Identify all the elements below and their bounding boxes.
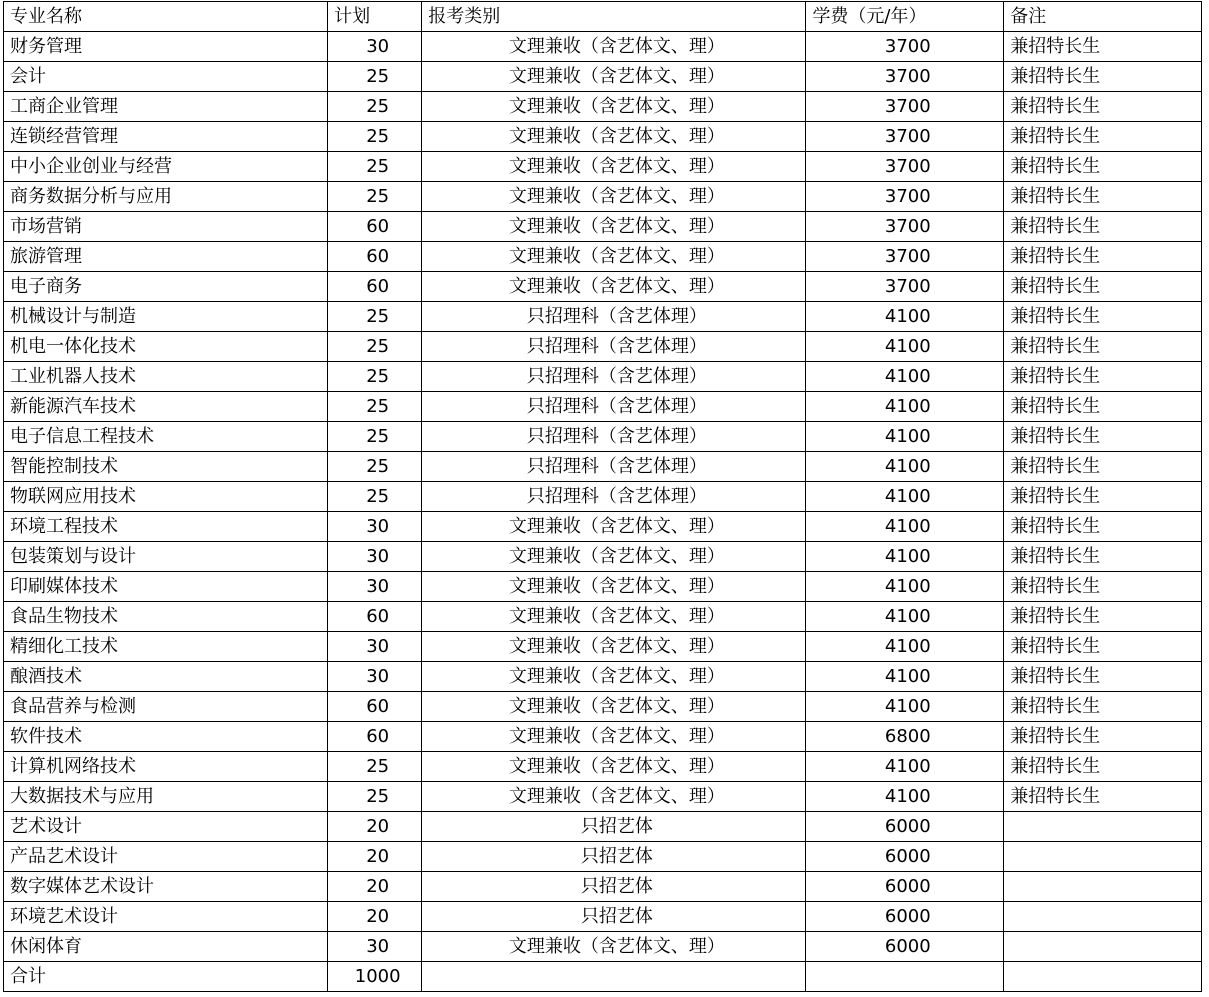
cell-plan: 25: [328, 422, 422, 452]
cell-major-name: 旅游管理: [4, 242, 328, 272]
cell-major-name: 电子商务: [4, 272, 328, 302]
cell-note: 兼招特长生: [1004, 482, 1202, 512]
cell-major-name: 环境艺术设计: [4, 902, 328, 932]
cell-plan: 60: [328, 212, 422, 242]
cell-plan: 20: [328, 902, 422, 932]
cell-note: 兼招特长生: [1004, 782, 1202, 812]
cell-category: 文理兼收（含艺体文、理）: [422, 272, 806, 302]
cell-major-name: 工业机器人技术: [4, 362, 328, 392]
cell-category: 只招理科（含艺体理）: [422, 392, 806, 422]
cell-note: 兼招特长生: [1004, 512, 1202, 542]
cell-note: 兼招特长生: [1004, 212, 1202, 242]
cell-note: 兼招特长生: [1004, 722, 1202, 752]
cell-category: 文理兼收（含艺体文、理）: [422, 512, 806, 542]
cell-plan: 25: [328, 782, 422, 812]
cell-plan: 25: [328, 62, 422, 92]
table-row: [4, 212, 1202, 242]
cell-plan: 30: [328, 32, 422, 62]
table-row: [4, 662, 1202, 692]
cell-major-name: 艺术设计: [4, 812, 328, 842]
table-row: [4, 482, 1202, 512]
cell-major-name: 市场营销: [4, 212, 328, 242]
total-note: [1004, 962, 1202, 992]
total-label: 合计: [4, 962, 328, 992]
cell-plan: 30: [328, 662, 422, 692]
header-category: 报考类别: [422, 2, 806, 32]
cell-note: 兼招特长生: [1004, 602, 1202, 632]
cell-plan: 60: [328, 722, 422, 752]
cell-plan: 25: [328, 302, 422, 332]
table-row: [4, 602, 1202, 632]
cell-category: 只招理科（含艺体理）: [422, 302, 806, 332]
cell-tuition: 3700: [806, 32, 1004, 62]
table-row: [4, 872, 1202, 902]
cell-tuition: 4100: [806, 392, 1004, 422]
cell-plan: 20: [328, 812, 422, 842]
cell-plan: 60: [328, 602, 422, 632]
cell-category: 只招理科（含艺体理）: [422, 422, 806, 452]
cell-category: 文理兼收（含艺体文、理）: [422, 932, 806, 962]
cell-tuition: 3700: [806, 62, 1004, 92]
admissions-table: [3, 1, 1202, 992]
cell-major-name: 中小企业创业与经营: [4, 152, 328, 182]
cell-note: 兼招特长生: [1004, 452, 1202, 482]
table-body: [4, 32, 1202, 962]
cell-tuition: 4100: [806, 602, 1004, 632]
cell-tuition: 4100: [806, 452, 1004, 482]
cell-tuition: 4100: [806, 782, 1004, 812]
cell-category: 只招艺体: [422, 842, 806, 872]
cell-tuition: 3700: [806, 122, 1004, 152]
table-row: [4, 692, 1202, 722]
cell-note: 兼招特长生: [1004, 542, 1202, 572]
table-row: [4, 542, 1202, 572]
cell-note: [1004, 932, 1202, 962]
cell-tuition: 4100: [806, 662, 1004, 692]
cell-tuition: 3700: [806, 242, 1004, 272]
header-note: 备注: [1004, 2, 1202, 32]
table-row: [4, 842, 1202, 872]
cell-tuition: 4100: [806, 542, 1004, 572]
table-row: [4, 512, 1202, 542]
cell-major-name: 机电一体化技术: [4, 332, 328, 362]
cell-major-name: 产品艺术设计: [4, 842, 328, 872]
table-row: [4, 92, 1202, 122]
cell-plan: 30: [328, 542, 422, 572]
table-row: [4, 452, 1202, 482]
cell-note: [1004, 872, 1202, 902]
cell-plan: 25: [328, 482, 422, 512]
cell-major-name: 休闲体育: [4, 932, 328, 962]
cell-plan: 30: [328, 632, 422, 662]
cell-tuition: 4100: [806, 632, 1004, 662]
cell-note: [1004, 902, 1202, 932]
cell-category: 只招理科（含艺体理）: [422, 332, 806, 362]
total-row: [4, 962, 1202, 992]
cell-category: 文理兼收（含艺体文、理）: [422, 692, 806, 722]
cell-major-name: 连锁经营管理: [4, 122, 328, 152]
cell-plan: 20: [328, 872, 422, 902]
cell-note: 兼招特长生: [1004, 332, 1202, 362]
cell-major-name: 电子信息工程技术: [4, 422, 328, 452]
cell-note: [1004, 812, 1202, 842]
cell-category: 只招理科（含艺体理）: [422, 482, 806, 512]
cell-tuition: 3700: [806, 182, 1004, 212]
cell-note: 兼招特长生: [1004, 32, 1202, 62]
total-category: [422, 962, 806, 992]
cell-major-name: 会计: [4, 62, 328, 92]
cell-major-name: 新能源汽车技术: [4, 392, 328, 422]
header-major-name: 专业名称: [4, 2, 328, 32]
cell-category: 只招艺体: [422, 902, 806, 932]
cell-plan: 25: [328, 92, 422, 122]
cell-tuition: 6800: [806, 722, 1004, 752]
cell-tuition: 3700: [806, 152, 1004, 182]
cell-note: 兼招特长生: [1004, 122, 1202, 152]
cell-tuition: 4100: [806, 512, 1004, 542]
table-row: [4, 902, 1202, 932]
table-row: [4, 62, 1202, 92]
cell-plan: 25: [328, 152, 422, 182]
cell-note: 兼招特长生: [1004, 662, 1202, 692]
table-row: [4, 812, 1202, 842]
cell-major-name: 财务管理: [4, 32, 328, 62]
cell-tuition: 3700: [806, 92, 1004, 122]
table-row: [4, 752, 1202, 782]
cell-note: 兼招特长生: [1004, 752, 1202, 782]
cell-tuition: 4100: [806, 572, 1004, 602]
cell-tuition: 3700: [806, 272, 1004, 302]
cell-tuition: 6000: [806, 812, 1004, 842]
cell-category: 文理兼收（含艺体文、理）: [422, 722, 806, 752]
table-row: [4, 182, 1202, 212]
cell-tuition: 6000: [806, 902, 1004, 932]
cell-note: 兼招特长生: [1004, 632, 1202, 662]
cell-category: 文理兼收（含艺体文、理）: [422, 92, 806, 122]
cell-note: 兼招特长生: [1004, 302, 1202, 332]
cell-plan: 25: [328, 122, 422, 152]
cell-category: 只招理科（含艺体理）: [422, 362, 806, 392]
cell-category: 文理兼收（含艺体文、理）: [422, 212, 806, 242]
header-tuition: 学费（元/年）: [806, 2, 1004, 32]
cell-plan: 30: [328, 512, 422, 542]
cell-major-name: 机械设计与制造: [4, 302, 328, 332]
cell-plan: 25: [328, 752, 422, 782]
header-plan: 计划: [328, 2, 422, 32]
table-row: [4, 392, 1202, 422]
cell-category: 文理兼收（含艺体文、理）: [422, 32, 806, 62]
cell-major-name: 食品营养与检测: [4, 692, 328, 722]
cell-tuition: 4100: [806, 362, 1004, 392]
table-row: [4, 272, 1202, 302]
cell-note: 兼招特长生: [1004, 62, 1202, 92]
cell-plan: 25: [328, 332, 422, 362]
table-row: [4, 242, 1202, 272]
cell-plan: 30: [328, 932, 422, 962]
table-row: [4, 422, 1202, 452]
cell-note: 兼招特长生: [1004, 92, 1202, 122]
total-plan: 1000: [328, 962, 422, 992]
table-row: [4, 302, 1202, 332]
cell-plan: 25: [328, 452, 422, 482]
cell-note: 兼招特长生: [1004, 362, 1202, 392]
cell-category: 文理兼收（含艺体文、理）: [422, 632, 806, 662]
table-row: [4, 722, 1202, 752]
cell-category: 文理兼收（含艺体文、理）: [422, 152, 806, 182]
cell-major-name: 商务数据分析与应用: [4, 182, 328, 212]
header-row: [4, 2, 1202, 32]
cell-category: 文理兼收（含艺体文、理）: [422, 782, 806, 812]
cell-major-name: 酿酒技术: [4, 662, 328, 692]
total-fee: [806, 962, 1004, 992]
cell-category: 文理兼收（含艺体文、理）: [422, 182, 806, 212]
table-row: [4, 362, 1202, 392]
cell-note: 兼招特长生: [1004, 242, 1202, 272]
cell-category: 文理兼收（含艺体文、理）: [422, 122, 806, 152]
cell-major-name: 工商企业管理: [4, 92, 328, 122]
cell-plan: 60: [328, 242, 422, 272]
table-row: [4, 152, 1202, 182]
cell-major-name: 智能控制技术: [4, 452, 328, 482]
cell-plan: 60: [328, 272, 422, 302]
cell-plan: 25: [328, 392, 422, 422]
cell-category: 只招理科（含艺体理）: [422, 452, 806, 482]
cell-major-name: 数字媒体艺术设计: [4, 872, 328, 902]
cell-major-name: 大数据技术与应用: [4, 782, 328, 812]
cell-category: 文理兼收（含艺体文、理）: [422, 662, 806, 692]
table-row: [4, 32, 1202, 62]
table-row: [4, 122, 1202, 152]
table-row: [4, 782, 1202, 812]
cell-note: 兼招特长生: [1004, 272, 1202, 302]
table-row: [4, 632, 1202, 662]
cell-note: [1004, 842, 1202, 872]
cell-plan: 30: [328, 572, 422, 602]
cell-major-name: 食品生物技术: [4, 602, 328, 632]
cell-tuition: 6000: [806, 932, 1004, 962]
cell-tuition: 4100: [806, 332, 1004, 362]
cell-tuition: 4100: [806, 422, 1004, 452]
cell-category: 文理兼收（含艺体文、理）: [422, 242, 806, 272]
cell-tuition: 4100: [806, 752, 1004, 782]
cell-tuition: 3700: [806, 212, 1004, 242]
cell-note: 兼招特长生: [1004, 392, 1202, 422]
cell-note: 兼招特长生: [1004, 152, 1202, 182]
cell-major-name: 软件技术: [4, 722, 328, 752]
cell-category: 只招艺体: [422, 872, 806, 902]
cell-major-name: 印刷媒体技术: [4, 572, 328, 602]
cell-note: 兼招特长生: [1004, 692, 1202, 722]
cell-category: 文理兼收（含艺体文、理）: [422, 602, 806, 632]
cell-tuition: 4100: [806, 302, 1004, 332]
cell-major-name: 计算机网络技术: [4, 752, 328, 782]
cell-major-name: 包装策划与设计: [4, 542, 328, 572]
cell-major-name: 精细化工技术: [4, 632, 328, 662]
cell-note: 兼招特长生: [1004, 572, 1202, 602]
cell-plan: 25: [328, 362, 422, 392]
cell-category: 只招艺体: [422, 812, 806, 842]
cell-tuition: 4100: [806, 692, 1004, 722]
cell-tuition: 6000: [806, 842, 1004, 872]
cell-category: 文理兼收（含艺体文、理）: [422, 542, 806, 572]
cell-plan: 60: [328, 692, 422, 722]
table-row: [4, 332, 1202, 362]
cell-category: 文理兼收（含艺体文、理）: [422, 752, 806, 782]
cell-plan: 25: [328, 182, 422, 212]
cell-plan: 20: [328, 842, 422, 872]
cell-note: 兼招特长生: [1004, 182, 1202, 212]
cell-note: 兼招特长生: [1004, 422, 1202, 452]
cell-tuition: 6000: [806, 872, 1004, 902]
cell-category: 文理兼收（含艺体文、理）: [422, 572, 806, 602]
cell-major-name: 物联网应用技术: [4, 482, 328, 512]
table-row: [4, 932, 1202, 962]
cell-major-name: 环境工程技术: [4, 512, 328, 542]
cell-category: 文理兼收（含艺体文、理）: [422, 62, 806, 92]
cell-tuition: 4100: [806, 482, 1004, 512]
table-row: [4, 572, 1202, 602]
